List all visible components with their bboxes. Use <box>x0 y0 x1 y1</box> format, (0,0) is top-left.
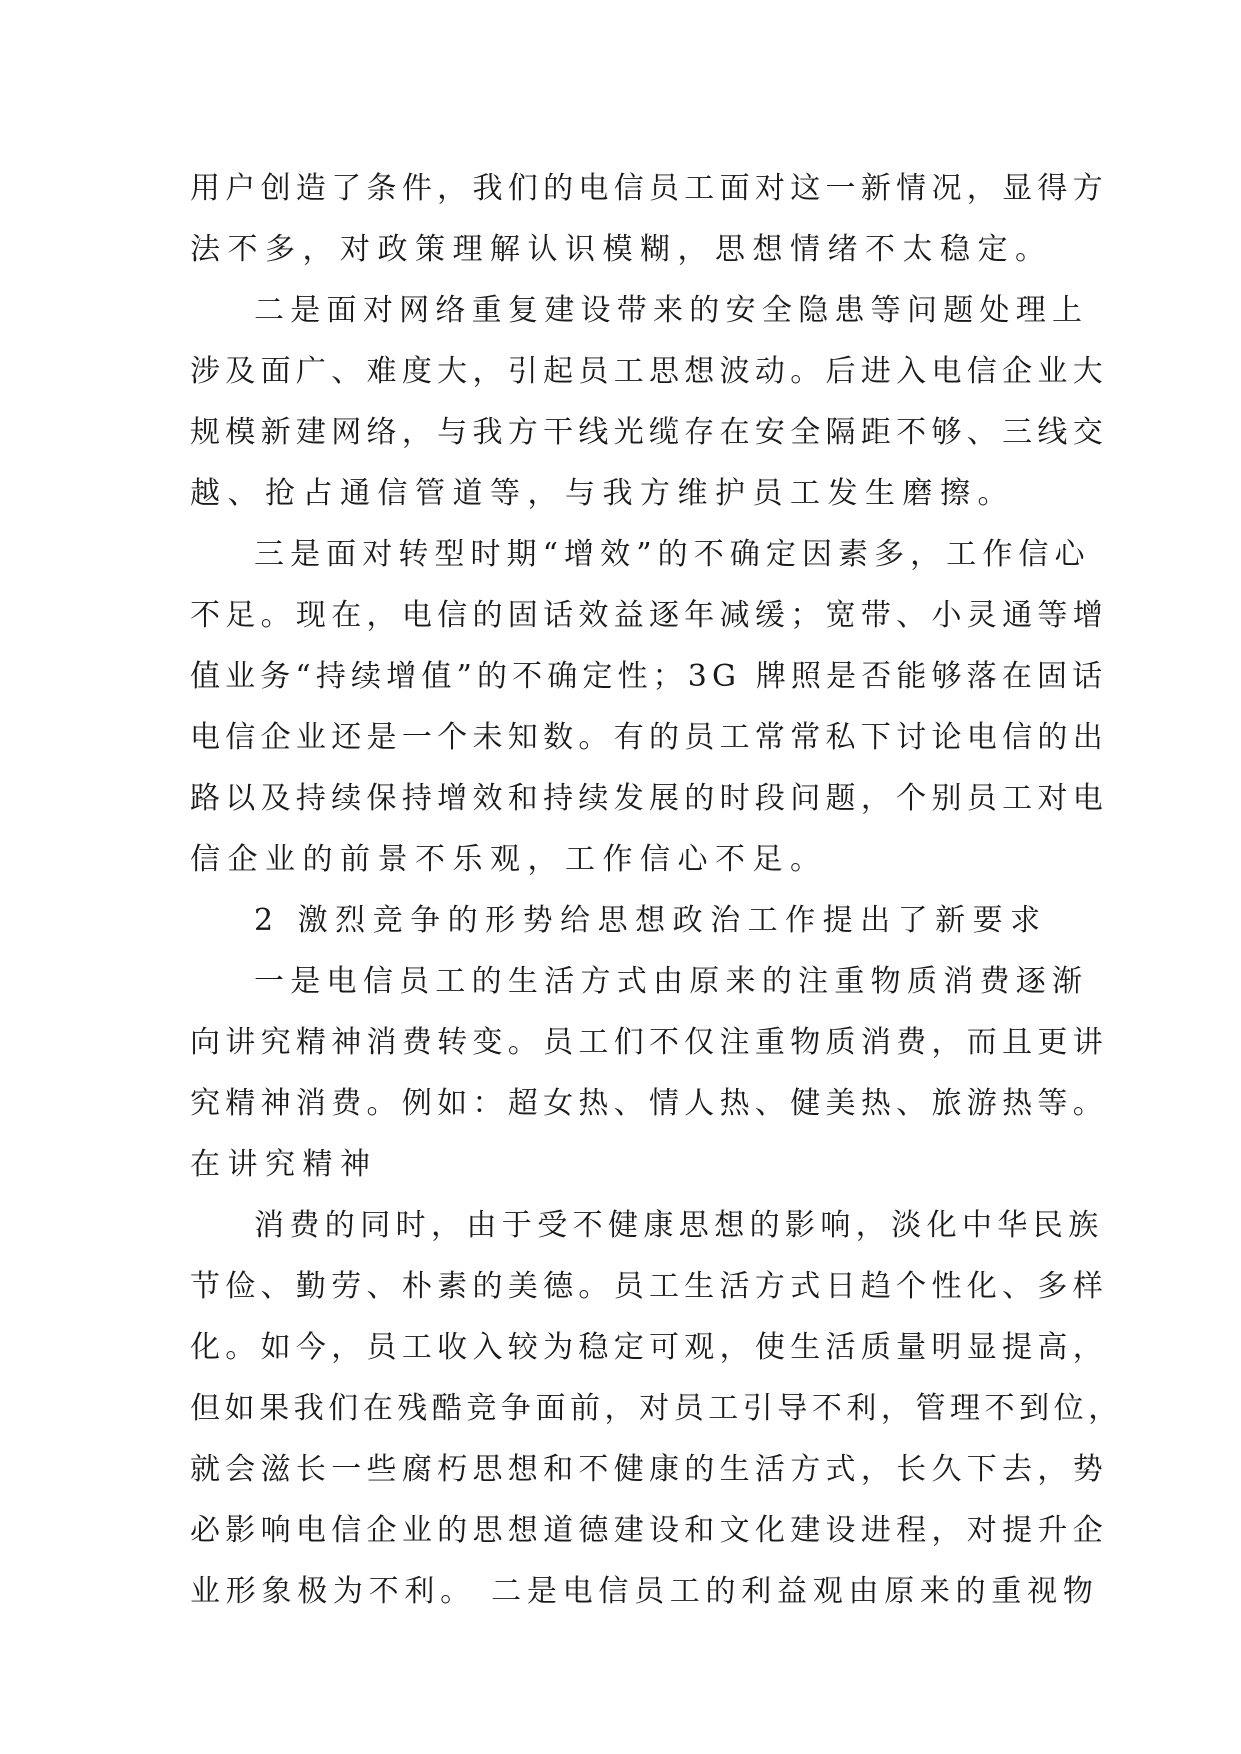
text-line: 信企业的前景不乐观，工作信心不足。 <box>190 842 828 877</box>
text-line: 不足。现在，电信的固话效益逐年减缓；宽带、小灵通等增 <box>190 598 1108 633</box>
text-line: 电信企业还是一个未知数。有的员工常常私下讨论电信的出 <box>190 720 1108 755</box>
text-line: 用户创造了条件，我们的电信员工面对这一新情况，显得方 <box>190 171 1108 206</box>
text-line: 就会滋长一些腐朽思想和不健康的生活方式，长久下去，势 <box>190 1452 1108 1487</box>
text-line: 但如果我们在残酷竞争面前，对员工引导不利，管理不到位， <box>190 1391 1123 1426</box>
text-line: 消费的同时，由于受不健康思想的影响，淡化中华民族 <box>254 1208 1104 1243</box>
text-line: 化。如今，员工收入较为稳定可观，使生活质量明显提高， <box>190 1330 1108 1365</box>
text-line: 究精神消费。例如：超女热、情人热、健美热、旅游热等。 <box>190 1086 1108 1121</box>
text-line: 节俭、勤劳、朴素的美德。员工生活方式日趋个性化、多样 <box>190 1269 1108 1304</box>
text-line: 业形象极为不利。 二是电信员工的利益观由原来的重视物 <box>190 1574 1099 1609</box>
text-line: 越、抢占通信管道等，与我方维护员工发生磨擦。 <box>190 476 1015 511</box>
text-line: 二是面对网络重复建设带来的安全隐患等问题处理上 <box>254 293 1089 328</box>
body-text <box>190 158 1123 1622</box>
text-line: 必影响电信企业的思想道德建设和文化建设进程，对提升企 <box>190 1513 1108 1548</box>
text-line: 一是电信员工的生活方式由原来的注重物质消费逐渐 <box>254 964 1089 999</box>
text-line: 在讲究精神 <box>190 1147 378 1182</box>
text-line: 规模新建网络，与我方干线光缆存在安全隔距不够、三线交 <box>190 415 1108 450</box>
text-line: 路以及持续保持增效和持续发展的时段问题，个别员工对电 <box>190 781 1108 816</box>
text-line: 2 激烈竞争的形势给思想政治工作提出了新要求 <box>254 903 1048 938</box>
text-line: 涉及面广、难度大，引起员工思想波动。后进入电信企业大 <box>190 354 1108 389</box>
text-line: 向讲究精神消费转变。员工们不仅注重物质消费，而且更讲 <box>190 1025 1108 1060</box>
text-line: 三是面对转型时期“增效”的不确定因素多，工作信心 <box>254 537 1091 572</box>
text-line: 法不多，对政策理解认识模糊，思想情绪不太稳定。 <box>190 232 1053 267</box>
text-line: 值业务“持续增值”的不确定性；3G 牌照是否能够落在固话 <box>190 659 1108 694</box>
